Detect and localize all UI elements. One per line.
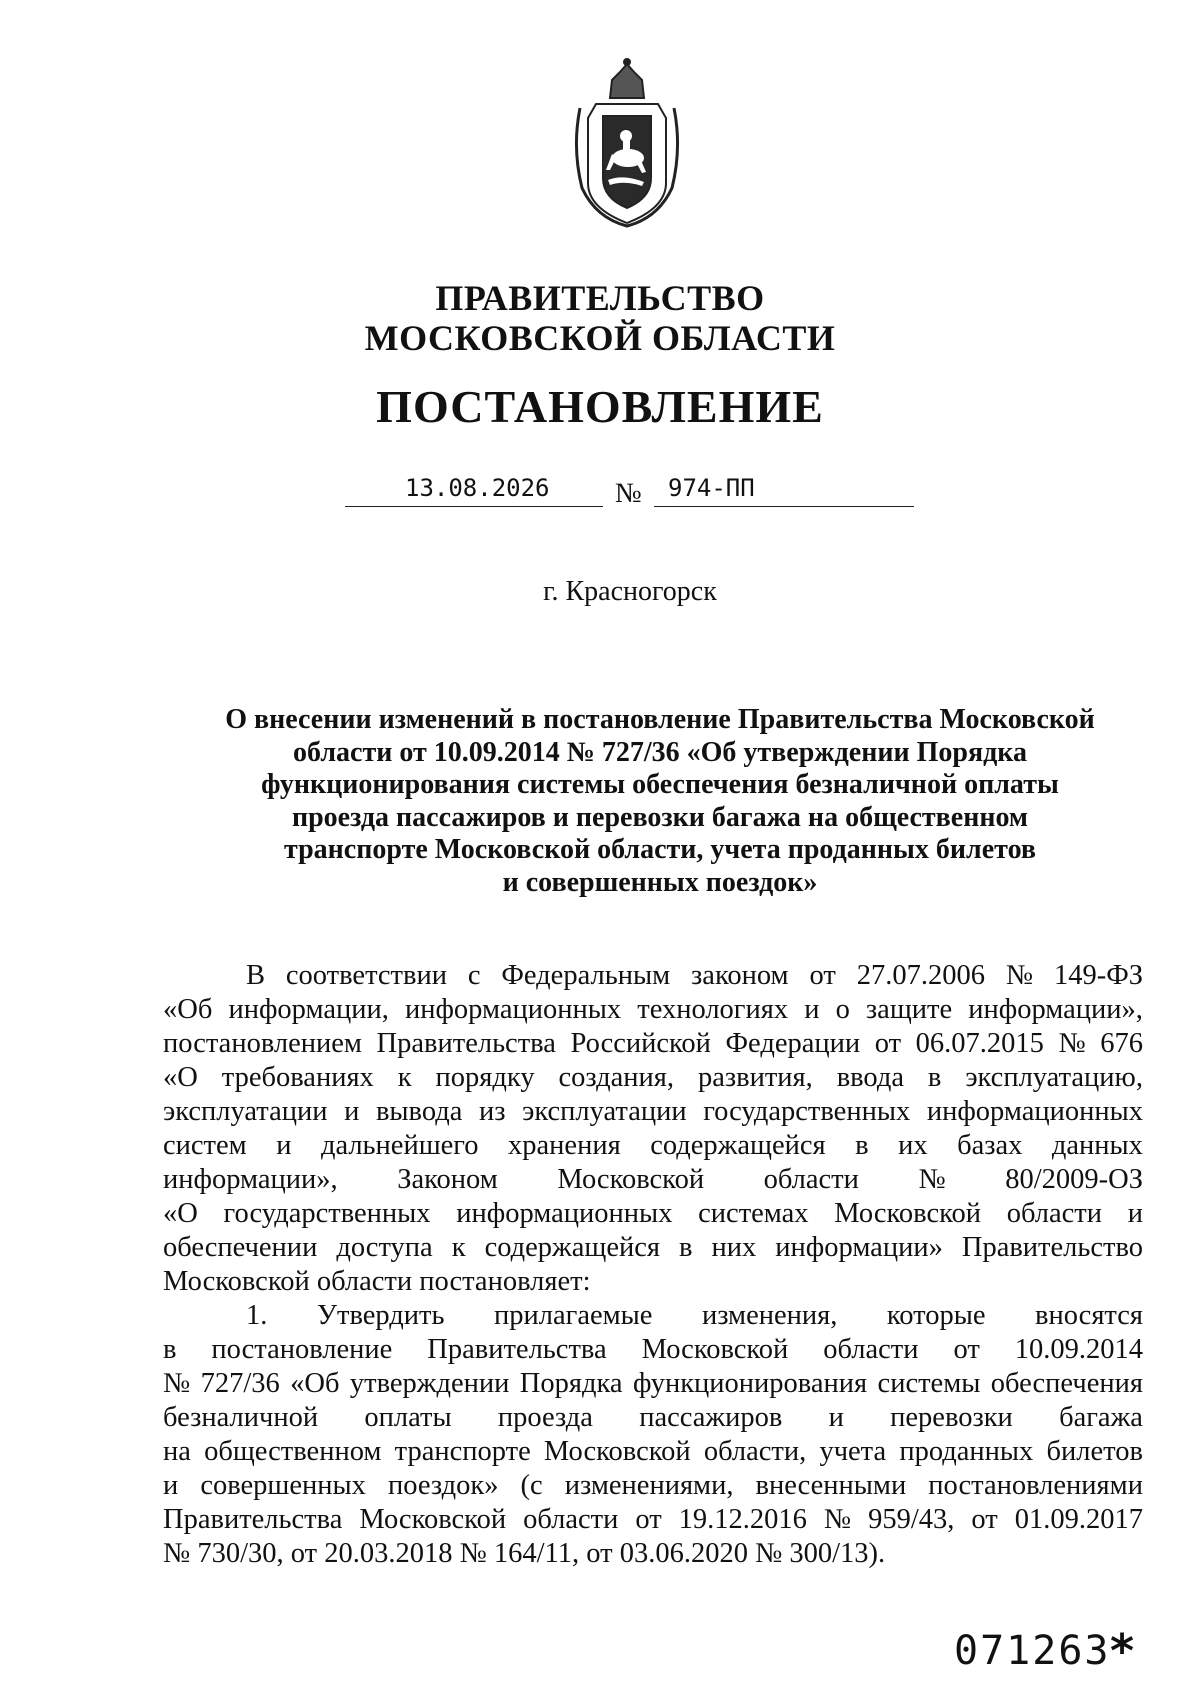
document-date: 13.08.2026 bbox=[405, 474, 550, 502]
body-word: технологиях bbox=[637, 994, 789, 1025]
body-word: в bbox=[927, 1062, 942, 1093]
body-word: 27.07.2006 bbox=[856, 960, 985, 991]
subject-line: и совершенных поездок» bbox=[502, 866, 818, 898]
body-word: совершенных bbox=[200, 1470, 366, 1501]
body-word: Московской bbox=[834, 1198, 981, 1229]
document-serial-number: 071263 bbox=[954, 1628, 1111, 1674]
body-word: прилагаемые bbox=[494, 1300, 653, 1331]
asterisk-mark: * bbox=[1110, 1624, 1135, 1678]
body-word: безналичной bbox=[163, 1402, 319, 1433]
body-word: постановление bbox=[211, 1334, 393, 1365]
body-word: «Об bbox=[163, 994, 213, 1025]
body-word: области bbox=[823, 1334, 919, 1365]
body-word: базах bbox=[957, 1130, 1023, 1161]
body-word: развития, bbox=[697, 1062, 813, 1093]
body-word: содержащейся bbox=[650, 1130, 826, 1161]
body-word: Правительства bbox=[163, 1504, 343, 1535]
body-word: и bbox=[804, 994, 820, 1025]
body-word: 676 bbox=[1100, 1028, 1143, 1059]
body-line bbox=[163, 1095, 1143, 1129]
body-word: создания, bbox=[558, 1062, 675, 1093]
body-word: в bbox=[679, 1232, 693, 1263]
body-word: В bbox=[246, 960, 266, 991]
body-word: внесенными bbox=[755, 1470, 907, 1501]
subject-line: функционирования системы обеспечения безналичной оплаты bbox=[261, 769, 1059, 800]
body-word: данных bbox=[1051, 1130, 1143, 1161]
body-word: Московской области постановляет: bbox=[163, 1266, 591, 1297]
body-word: Российской bbox=[570, 1028, 711, 1059]
body-word: 149-ФЗ bbox=[1053, 960, 1143, 991]
body-word: информационных bbox=[404, 994, 622, 1025]
subject-line: области от 10.09.2014 № 727/36 «Об утверждении Порядка bbox=[293, 736, 1027, 768]
body-word: № 730/30, от 20.03.2018 № 164/11, от 03.06.2020 № 300/13). bbox=[163, 1538, 886, 1569]
body-word: Московской bbox=[641, 1334, 789, 1365]
body-word: Правительства bbox=[376, 1028, 556, 1059]
body-word: багажа bbox=[1059, 1402, 1143, 1433]
moscow-oblast-coat-of-arms-emblem bbox=[568, 58, 686, 228]
body-word: информации», bbox=[163, 1164, 338, 1195]
body-word: Законом bbox=[397, 1164, 498, 1195]
body-line bbox=[163, 1435, 1143, 1469]
body-word: законом bbox=[691, 960, 789, 991]
body-line bbox=[163, 1027, 1143, 1061]
body-word: хранения bbox=[508, 1130, 621, 1161]
body-word: ввода bbox=[836, 1062, 904, 1093]
body-line bbox=[163, 959, 1143, 993]
body-line bbox=[163, 1197, 1143, 1231]
body-word: информационных bbox=[926, 1096, 1143, 1127]
body-word: Московской bbox=[359, 1504, 507, 1535]
number-sign: № bbox=[615, 478, 642, 509]
body-word: порядку bbox=[435, 1062, 535, 1093]
body-word: доступа bbox=[336, 1232, 433, 1263]
body-word: информационных bbox=[456, 1198, 673, 1229]
body-word: и bbox=[276, 1130, 292, 1161]
body-word: Правительство bbox=[961, 1232, 1143, 1263]
government-name-line1: ПРАВИТЕЛЬСТВО bbox=[435, 278, 765, 318]
body-word: и bbox=[163, 1470, 179, 1501]
body-word: № bbox=[1058, 1028, 1086, 1059]
body-word: транспорте bbox=[394, 1436, 531, 1467]
body-word: которые bbox=[886, 1300, 986, 1331]
body-line bbox=[163, 1469, 1143, 1503]
subject-line: проезда пассажиров и перевозки багажа на общественном bbox=[291, 801, 1029, 833]
body-line bbox=[163, 1299, 1143, 1333]
body-word: обеспечения bbox=[990, 1368, 1143, 1399]
subject-line: транспорте Московской области, учета проданных билетов bbox=[284, 834, 1036, 865]
body-word: № bbox=[823, 1504, 852, 1535]
document-type-title: ПОСТАНОВЛЕНИЕ bbox=[376, 381, 824, 432]
body-word: требованиях bbox=[221, 1062, 374, 1093]
body-word: «О bbox=[163, 1062, 198, 1093]
body-word: Порядка bbox=[519, 1368, 623, 1399]
body-word: эксплуатацию, bbox=[965, 1062, 1143, 1093]
body-line bbox=[163, 1333, 1143, 1367]
body-word: в bbox=[855, 1130, 869, 1161]
body-word: 1. bbox=[246, 1300, 268, 1331]
body-word: функционирования bbox=[632, 1368, 868, 1399]
body-word: от bbox=[809, 960, 836, 991]
body-word: (с bbox=[520, 1470, 543, 1501]
body-word: на bbox=[163, 1436, 191, 1467]
government-name-line2: МОСКОВСКОЙ ОБЛАСТИ bbox=[364, 318, 836, 358]
body-word: информации, bbox=[228, 994, 389, 1025]
body-word: соответствии bbox=[285, 960, 447, 991]
body-word: государственных bbox=[703, 1096, 911, 1127]
body-line bbox=[163, 1537, 1143, 1571]
city-name: г. Красногорск bbox=[543, 576, 717, 607]
body-word: 06.07.2015 bbox=[915, 1028, 1044, 1059]
body-word: области, bbox=[703, 1436, 807, 1467]
body-word: вывода bbox=[375, 1096, 463, 1127]
body-word: области bbox=[1006, 1198, 1102, 1229]
body-word: области bbox=[763, 1164, 859, 1195]
body-line bbox=[163, 1163, 1143, 1197]
body-word: их bbox=[898, 1130, 928, 1161]
document-subject bbox=[210, 704, 1110, 899]
body-word: информации» bbox=[775, 1232, 943, 1263]
body-word: поездок» bbox=[388, 1470, 499, 1501]
body-word: от bbox=[953, 1334, 980, 1365]
body-line bbox=[163, 1367, 1143, 1401]
body-word: «О bbox=[163, 1198, 198, 1229]
body-word: эксплуатации bbox=[163, 1096, 328, 1127]
body-word: утверждении bbox=[349, 1368, 510, 1399]
body-word: защите bbox=[865, 994, 953, 1025]
body-word: 80/2009-ОЗ bbox=[1005, 1164, 1143, 1195]
body-word: проданных bbox=[899, 1436, 1034, 1467]
body-word: перевозки bbox=[890, 1402, 1013, 1433]
body-line bbox=[163, 1061, 1143, 1095]
body-word: с bbox=[467, 960, 481, 991]
body-word: содержащейся bbox=[484, 1232, 661, 1263]
body-word: государственных bbox=[223, 1198, 431, 1229]
body-word: Федеральным bbox=[501, 960, 671, 991]
body-word: изменения, bbox=[701, 1300, 838, 1331]
body-word: оплаты bbox=[364, 1402, 452, 1433]
body-line bbox=[163, 993, 1143, 1027]
body-word: 19.12.2016 bbox=[678, 1504, 807, 1535]
body-word: № bbox=[918, 1164, 946, 1195]
body-word: пассажиров bbox=[639, 1402, 783, 1433]
document-body bbox=[163, 959, 1143, 1571]
body-line bbox=[163, 1401, 1143, 1435]
body-word: Утвердить bbox=[316, 1300, 445, 1331]
body-word: из bbox=[479, 1096, 506, 1127]
body-word: № bbox=[1005, 960, 1034, 991]
body-word: от bbox=[874, 1028, 902, 1059]
body-word: Московской bbox=[543, 1436, 691, 1467]
body-word: 10.09.2014 bbox=[1014, 1334, 1143, 1365]
body-word: постановлением bbox=[163, 1028, 362, 1059]
body-line bbox=[163, 1503, 1143, 1537]
body-word: 727/36 bbox=[200, 1368, 280, 1399]
document-number: 974-ПП bbox=[668, 474, 755, 502]
body-word: обеспечении bbox=[163, 1232, 318, 1263]
body-word: вносятся bbox=[1035, 1300, 1143, 1331]
subject-line: О внесении изменений в постановление Правительства Московской bbox=[225, 704, 1095, 735]
body-line bbox=[163, 1231, 1143, 1265]
body-word: системах bbox=[698, 1198, 809, 1229]
body-word: области bbox=[523, 1504, 619, 1535]
body-word: № bbox=[163, 1368, 191, 1399]
body-word: систем bbox=[163, 1130, 247, 1161]
body-word: и bbox=[828, 1402, 844, 1433]
body-word: информации», bbox=[968, 994, 1143, 1025]
body-word: системы bbox=[877, 1368, 981, 1399]
body-word: о bbox=[835, 994, 850, 1025]
body-line bbox=[163, 1265, 1143, 1299]
body-word: дальнейшего bbox=[320, 1130, 479, 1161]
body-word: Московской bbox=[557, 1164, 705, 1195]
body-word: от bbox=[971, 1504, 998, 1535]
body-word: общественном bbox=[204, 1436, 382, 1467]
body-word: Федерации bbox=[725, 1028, 861, 1059]
body-word: 959/43, bbox=[868, 1504, 955, 1535]
body-word: билетов bbox=[1046, 1436, 1143, 1467]
body-word: них bbox=[711, 1232, 757, 1263]
body-word: и bbox=[1127, 1198, 1143, 1229]
body-word: к bbox=[451, 1232, 466, 1263]
body-word: «Об bbox=[290, 1368, 340, 1399]
body-word: 01.09.2017 bbox=[1014, 1504, 1143, 1535]
body-word: в bbox=[163, 1334, 177, 1365]
body-word: и bbox=[344, 1096, 360, 1127]
body-line bbox=[163, 1129, 1143, 1163]
body-word: Правительства bbox=[427, 1334, 607, 1365]
body-word: проезда bbox=[497, 1402, 593, 1433]
body-word: учета bbox=[819, 1436, 887, 1467]
body-word: постановлениями bbox=[928, 1470, 1143, 1501]
body-word: к bbox=[397, 1062, 412, 1093]
body-word: изменениями, bbox=[564, 1470, 734, 1501]
body-word: от bbox=[635, 1504, 662, 1535]
body-word: эксплуатации bbox=[522, 1096, 687, 1127]
